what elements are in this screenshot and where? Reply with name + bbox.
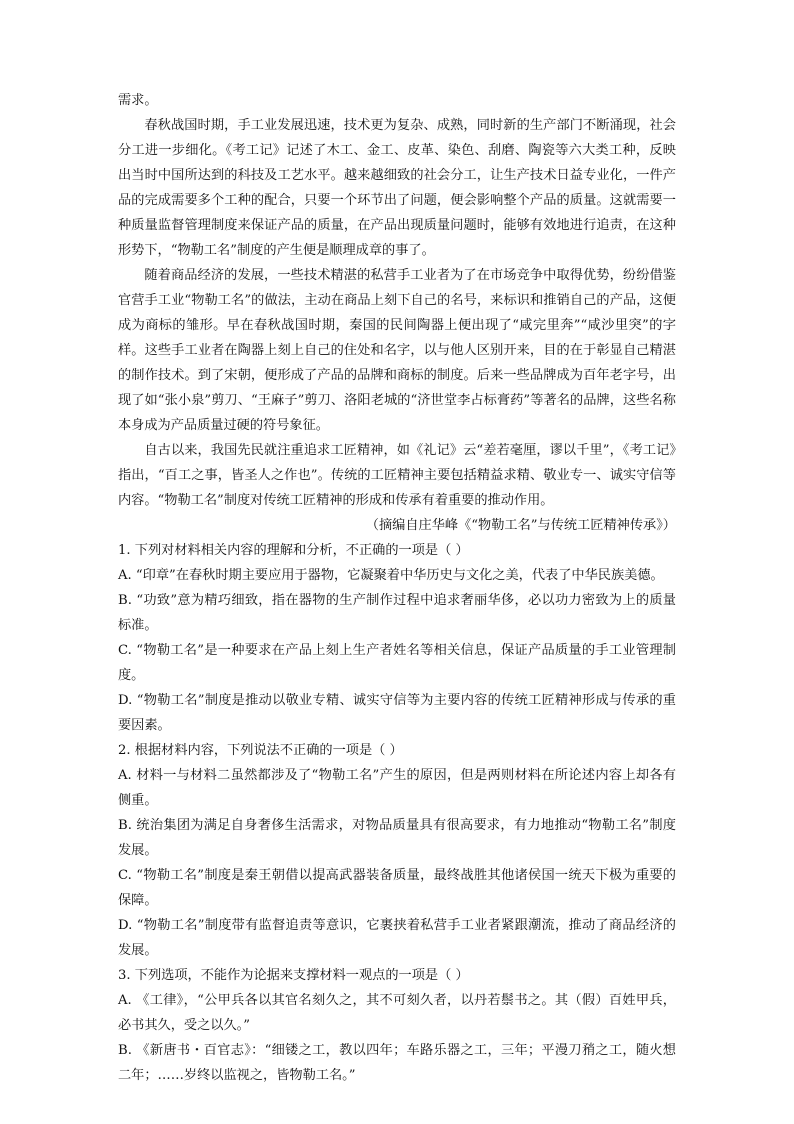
- question-stem: 2. 根据材料内容，下列说法不正确的一项是（ ）: [118, 743, 403, 758]
- option-c: C. “物勒工名”是一种要求在产品上刻上生产者姓名等相关信息，保证产品质量的手工业管理制度。: [118, 643, 676, 683]
- option-b: B. “功致”意为精巧细致，指在器物的生产制作过程中追求奢丽华侈，必以功力密致为上的质量标准。: [118, 593, 676, 633]
- option-a: A. 材料一与材料二虽然都涉及了“物勒工名”产生的原因，但是两则材料在所论述内容上却各有侧重。: [118, 768, 676, 808]
- passage-paragraph-1: 春秋战国时期，手工业发展迅速，技术更为复杂、成熟，同时新的生产部门不断涌现，社会分工进一步细化。《考工记》记述了木工、金工、皮革、染色、刮磨、陶瓷等六大类工种，反映出当时中国所达到的科技及工艺水平。越来越细致的社会分工，让生产技术日益专业化，一件产品的完成需要多个工种的配合，只要一个环节出了问题，便会影响整个产品的质量。这就需要一种质量监督管理制度来保证产品的质量，在产品出现质量问题时，能够有效地进行追责，在这种形势下，“物勒工名”制度的产生便是顺理成章的事了。: [118, 118, 676, 258]
- option-a: A. “印章”在春秋时期主要应用于器物，它凝聚着中华历史与文化之美，代表了中华民族美德。: [118, 568, 664, 583]
- passage-source: （摘编自庄华峰《“物勒工名”与传统工匠精神传承》）: [365, 518, 676, 533]
- option-d: D. “物勒工名”制度带有监督追责等意识，它裹挟着私营手工业者紧跟潮流，推动了商品经济的发展。: [118, 918, 676, 958]
- question-2: [118, 738, 676, 963]
- option-b: B. 《新唐书・百官志》：“细镂之工，教以四年；车路乐器之工，三年；平漫刀矟之工，随火想二年；……岁终以监视之，皆物勒工名。”: [118, 1043, 676, 1083]
- question-3: [118, 963, 676, 1088]
- option-a: A. 《工律》，“公甲兵各以其官名刻久之，其不可刻久者，以丹若鬃书之。其（假）百姓甲兵，必书其久，受之以久。”: [118, 993, 676, 1033]
- document-page: [118, 88, 676, 1088]
- passage-paragraph-3: 自古以来，我国先民就注重追求工匠精神，如《礼记》云“差若毫厘，谬以千里”，《考工记》指出，“百工之事，皆圣人之作也”。传统的工匠精神主要包括精益求精、敬业专一、诚实守信等内容。“物勒工名”制度对传统工匠精神的形成和传承有着重要的推动作用。: [118, 443, 676, 508]
- question-1: [118, 538, 676, 738]
- option-b: B. 统治集团为满足自身奢侈生活需求，对物品质量具有很高要求，有力地推动“物勒工名”制度发展。: [118, 818, 676, 858]
- option-c: C. “物勒工名”制度是秦王朝借以提高武器装备质量，最终战胜其他诸侯国一统天下极为重要的保障。: [118, 868, 676, 908]
- question-stem: 3. 下列选项，不能作为论据来支撑材料一观点的一项是（ ）: [118, 968, 469, 983]
- option-d: D. “物勒工名”制度是推动以敬业专精、诚实守信等为主要内容的传统工匠精神形成与传承的重要因素。: [118, 693, 676, 733]
- passage-paragraph-0: 需求。: [118, 93, 158, 108]
- question-stem: 1. 下列对材料相关内容的理解和分析，不正确的一项是（ ）: [118, 543, 469, 558]
- passage-paragraph-2: 随着商品经济的发展，一些技术精湛的私营手工业者为了在市场竞争中取得优势，纷纷借鉴官营手工业“物勒工名”的做法，主动在商品上刻下自己的名号，来标识和推销自己的产品，这便成为商标的雏形。早在春秋战国时期，秦国的民间陶器上便出现了“咸完里奔”“咸沙里突”的字样。这些手工业者在陶器上刻上自己的住处和名字，以与他人区别开来，目的在于彰显自己精湛的制作技术。到了宋朝，便形成了产品的品牌和商标的制度。后来一些品牌成为百年老字号，出现了如“张小泉”剪刀、“王麻子”剪刀、洛阳老城的“济世堂李占标膏药”等著名的品牌，这些名称本身成为产品质量过硬的符号象征。: [118, 268, 676, 433]
